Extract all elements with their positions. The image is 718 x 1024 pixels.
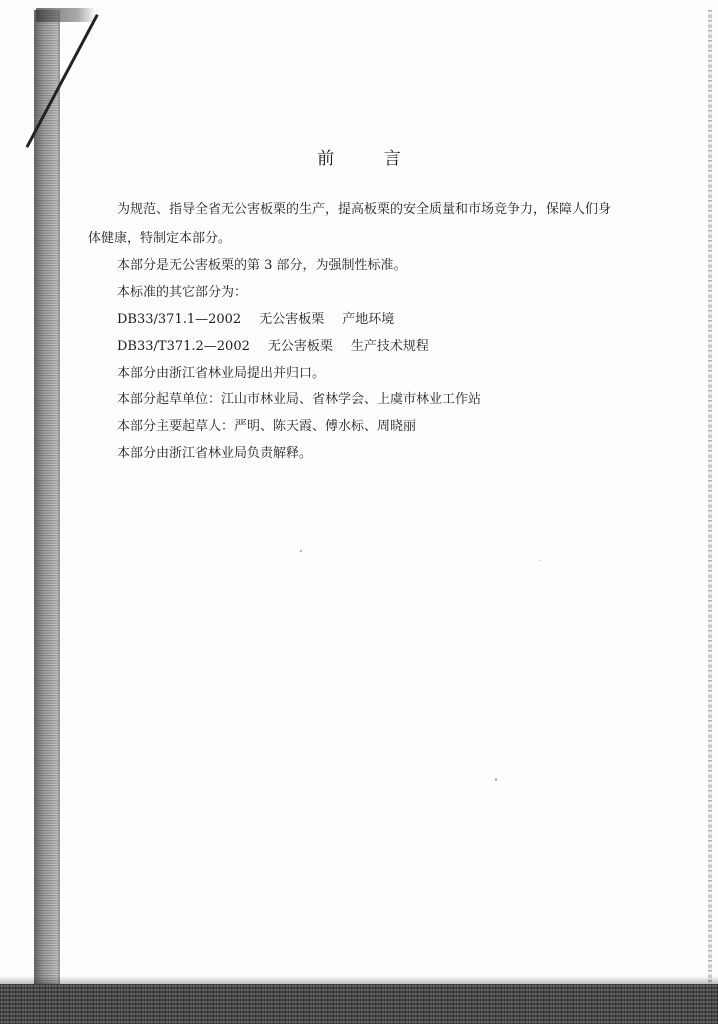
scan-speck [495, 778, 497, 781]
bottom-band-fade [0, 976, 718, 984]
page-title: 前 言 [317, 149, 423, 169]
main-drafters-statement: 本部分主要起草人：严明、陈天霞、傅水标、周晓丽 [117, 419, 417, 434]
standard-code: DB33/371.1—2002 [117, 312, 242, 327]
foreword-paragraph-1-line-2: 体健康，特制定本部分。 [88, 231, 232, 246]
standard-name: 无公害板栗 [259, 312, 325, 327]
bottom-scan-band [0, 984, 718, 1024]
standard-name: 无公害板栗 [267, 339, 333, 354]
standard-part: 产地环境 [342, 312, 395, 327]
drafting-units-statement: 本部分起草单位：江山市林业局、省林学会、上虞市林业工作站 [117, 392, 482, 407]
foreword-paragraph-2: 本部分是无公害板栗的第 3 部分，为强制性标准。 [117, 258, 407, 273]
standard-code: DB33/T371.2—2002 [117, 339, 250, 354]
top-corner-shadow [36, 8, 96, 22]
standard-part: 生产技术规程 [350, 339, 429, 354]
foreword-paragraph-1-line-1: 为规范、指导全省无公害板栗的生产，提高板栗的安全质量和市场竞争力，保障人们身 [117, 202, 612, 217]
scan-speck [300, 550, 302, 552]
related-standard-item [117, 339, 429, 355]
foreword-paragraph-3: 本标准的其它部分为： [117, 285, 248, 300]
interpretation-statement: 本部分由浙江省林业局负责解释。 [117, 446, 313, 461]
scan-speck [540, 560, 541, 561]
related-standard-item [117, 312, 394, 328]
proposed-by-statement: 本部分由浙江省林业局提出并归口。 [117, 366, 326, 381]
